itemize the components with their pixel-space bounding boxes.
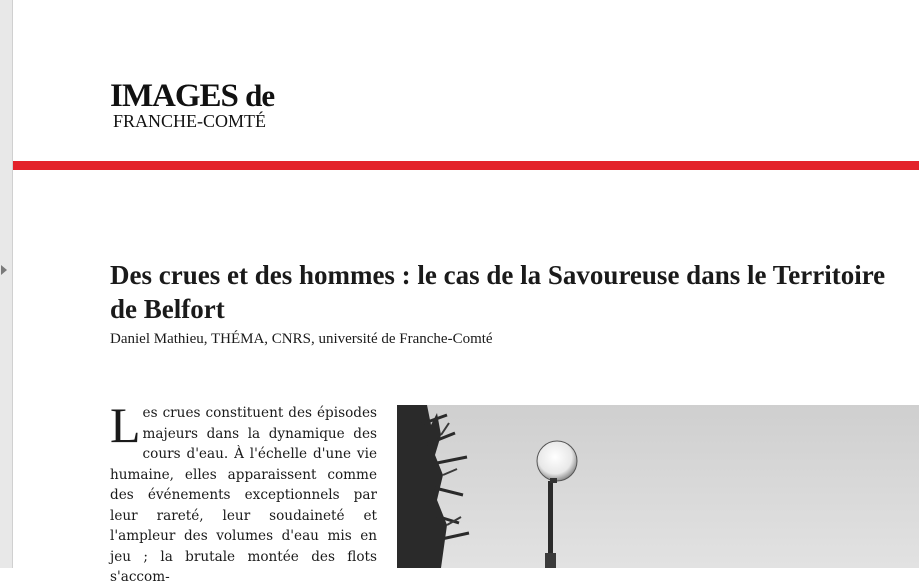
flood-photo-illustration bbox=[397, 405, 919, 568]
logo-subtitle: FRANCHE-COMTÉ bbox=[113, 111, 267, 131]
article-body bbox=[110, 397, 377, 588]
expand-arrow-icon[interactable] bbox=[1, 265, 7, 275]
article-body-text: es crues constituent des épisodes majeurs dans la dynamique des cours d'eau. À l'échelle d'une vie humaine, elles apparaissent comme des événements exceptionnels par leur rareté, leur soudaineté et l'ampleur des volumes d'eau mis en jeu ; la brutale montée des flots s'accom- bbox=[110, 405, 377, 585]
article-title: Des crues et des hommes : le cas de la Savoureuse dans le Territoire de Belfort bbox=[110, 260, 886, 324]
logo-main-text bbox=[110, 78, 274, 114]
logo-de: de bbox=[245, 78, 275, 113]
header-divider-bar bbox=[13, 161, 919, 170]
drop-cap: L bbox=[110, 397, 141, 453]
article-photo bbox=[397, 405, 919, 568]
left-panel-gutter[interactable] bbox=[0, 0, 13, 568]
magazine-logo bbox=[110, 78, 274, 130]
logo-images: IMAGES bbox=[110, 78, 238, 114]
article-author: Daniel Mathieu, THÉMA, CNRS, université de Franche-Comté bbox=[110, 331, 493, 347]
